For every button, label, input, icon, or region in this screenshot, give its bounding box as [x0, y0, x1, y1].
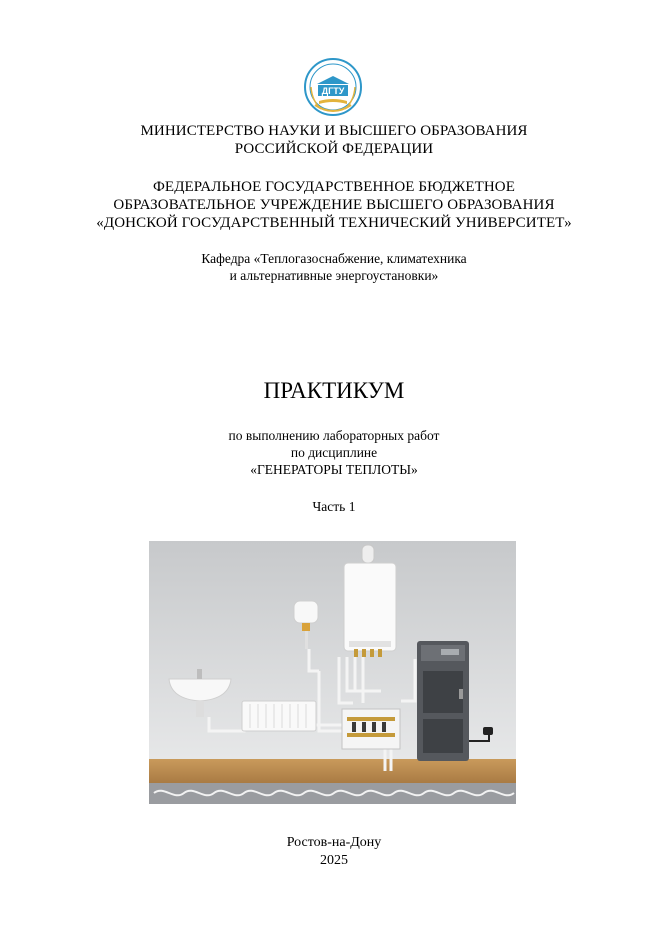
heating-system-illustration: [149, 541, 516, 804]
subtitle-line-3: «ГЕНЕРАТОРЫ ТЕПЛОТЫ»: [250, 462, 418, 477]
solid-fuel-boiler: [417, 641, 469, 761]
university-crest-icon: [303, 57, 363, 119]
university-line-3: «ДОНСКОЙ ГОСУДАРСТВЕННЫЙ ТЕХНИЧЕСКИЙ УНИВЕРСИТЕТ»: [96, 215, 572, 231]
publication-city: Ростов-на-Дону: [286, 835, 382, 850]
publication-footer: [0, 834, 668, 870]
subtitle-line-2: по дисциплине: [290, 445, 378, 460]
department-line-1: Кафедра «Теплогазоснабжение, климатехника: [201, 251, 467, 266]
manifold-cabinet: [342, 709, 400, 749]
ministry-line-2: РОССИЙСКОЙ ФЕДЕРАЦИИ: [234, 141, 434, 157]
document-title: ПРАКТИКУМ: [263, 378, 405, 403]
part-label: Часть 1: [312, 499, 356, 514]
department-heading: [0, 250, 668, 284]
university-heading: [0, 178, 668, 232]
university-line-1: ФЕДЕРАЛЬНОЕ ГОСУДАРСТВЕННОЕ БЮДЖЕТНОЕ: [152, 179, 515, 195]
department-line-2: и альтернативные энергоустановки»: [229, 268, 439, 283]
floor: [149, 759, 516, 783]
subtitle-line-1: по выполнению лабораторных работ: [228, 428, 440, 443]
ministry-line-1: МИНИСТЕРСТВО НАУКИ И ВЫСШЕГО ОБРАЗОВАНИЯ: [140, 123, 528, 139]
logo-text: ДГТУ: [321, 86, 345, 96]
university-line-2: ОБРАЗОВАТЕЛЬНОЕ УЧРЕЖДЕНИЕ ВЫСШЕГО ОБРАЗОВАНИЯ: [113, 197, 555, 213]
ministry-heading: [0, 122, 668, 158]
radiator: [242, 701, 316, 731]
document-subtitle: [0, 427, 668, 478]
publication-year: 2025: [320, 853, 348, 868]
